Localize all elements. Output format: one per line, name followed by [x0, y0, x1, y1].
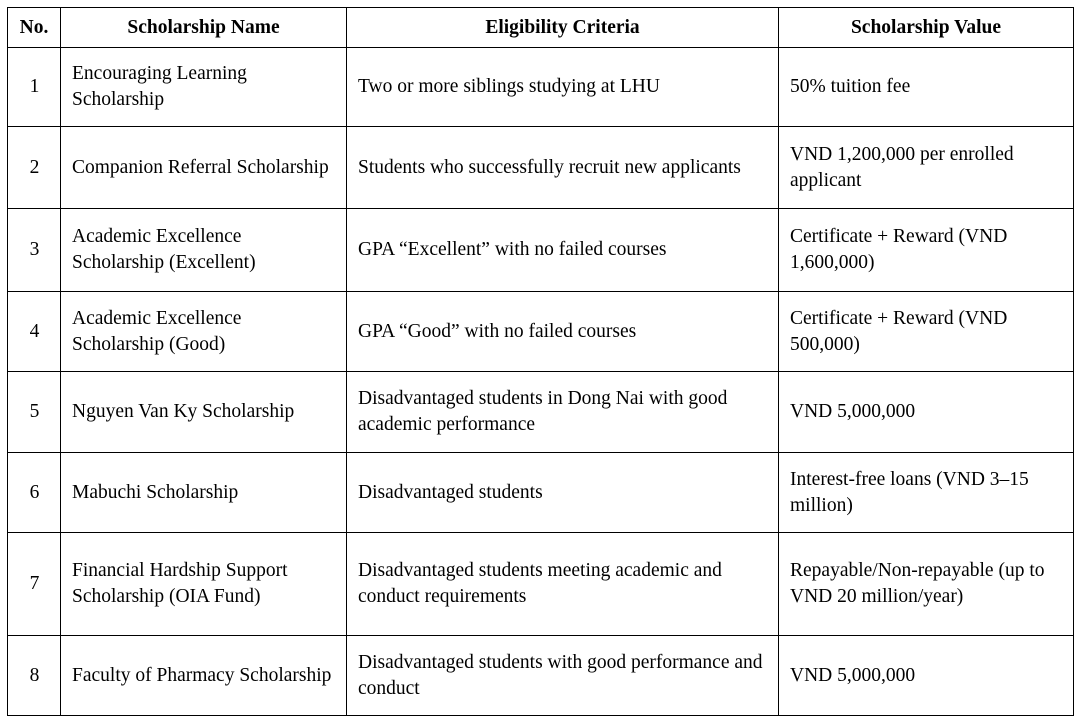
header-scholarship-name: Scholarship Name: [61, 8, 347, 48]
table-row: [8, 48, 1074, 127]
cell-no: 8: [8, 636, 61, 716]
table-row: [8, 372, 1074, 453]
cell-scholarship-name: Companion Referral Scholarship: [61, 127, 347, 209]
cell-scholarship-value: VND 1,200,000 per enrolled applicant: [779, 127, 1074, 209]
cell-no: 2: [8, 127, 61, 209]
table-row: [8, 127, 1074, 209]
cell-scholarship-value: Certificate + Reward (VND 1,600,000): [779, 209, 1074, 292]
cell-scholarship-name: Nguyen Van Ky Scholarship: [61, 372, 347, 453]
cell-no: 6: [8, 453, 61, 533]
cell-no: 4: [8, 292, 61, 372]
cell-no: 3: [8, 209, 61, 292]
cell-scholarship-value: 50% tuition fee: [779, 48, 1074, 127]
cell-no: 7: [8, 533, 61, 636]
cell-scholarship-value: VND 5,000,000: [779, 636, 1074, 716]
table-row: [8, 292, 1074, 372]
header-scholarship-value: Scholarship Value: [779, 8, 1074, 48]
cell-scholarship-name: Financial Hardship Support Scholarship (OIA Fund): [61, 533, 347, 636]
cell-eligibility: Disadvantaged students meeting academic and conduct requirements: [347, 533, 779, 636]
table-row: [8, 533, 1074, 636]
cell-no: 5: [8, 372, 61, 453]
cell-scholarship-value: VND 5,000,000: [779, 372, 1074, 453]
header-no: No.: [8, 8, 61, 48]
cell-scholarship-value: Certificate + Reward (VND 500,000): [779, 292, 1074, 372]
cell-eligibility: Two or more siblings studying at LHU: [347, 48, 779, 127]
cell-scholarship-name: Faculty of Pharmacy Scholarship: [61, 636, 347, 716]
header-eligibility: Eligibility Criteria: [347, 8, 779, 48]
cell-eligibility: Disadvantaged students: [347, 453, 779, 533]
table-header-row: [8, 8, 1074, 48]
cell-scholarship-value: Repayable/Non-repayable (up to VND 20 million/year): [779, 533, 1074, 636]
table-row: [8, 209, 1074, 292]
cell-no: 1: [8, 48, 61, 127]
cell-scholarship-name: Academic Excellence Scholarship (Good): [61, 292, 347, 372]
cell-eligibility: Students who successfully recruit new applicants: [347, 127, 779, 209]
scholarship-table: [7, 7, 1074, 716]
cell-scholarship-name: Encouraging Learning Scholarship: [61, 48, 347, 127]
cell-eligibility: Disadvantaged students in Dong Nai with good academic performance: [347, 372, 779, 453]
cell-eligibility: Disadvantaged students with good performance and conduct: [347, 636, 779, 716]
table-row: [8, 636, 1074, 716]
cell-eligibility: GPA “Excellent” with no failed courses: [347, 209, 779, 292]
cell-scholarship-value: Interest-free loans (VND 3–15 million): [779, 453, 1074, 533]
cell-scholarship-name: Academic Excellence Scholarship (Excellent): [61, 209, 347, 292]
cell-eligibility: GPA “Good” with no failed courses: [347, 292, 779, 372]
table-row: [8, 453, 1074, 533]
cell-scholarship-name: Mabuchi Scholarship: [61, 453, 347, 533]
